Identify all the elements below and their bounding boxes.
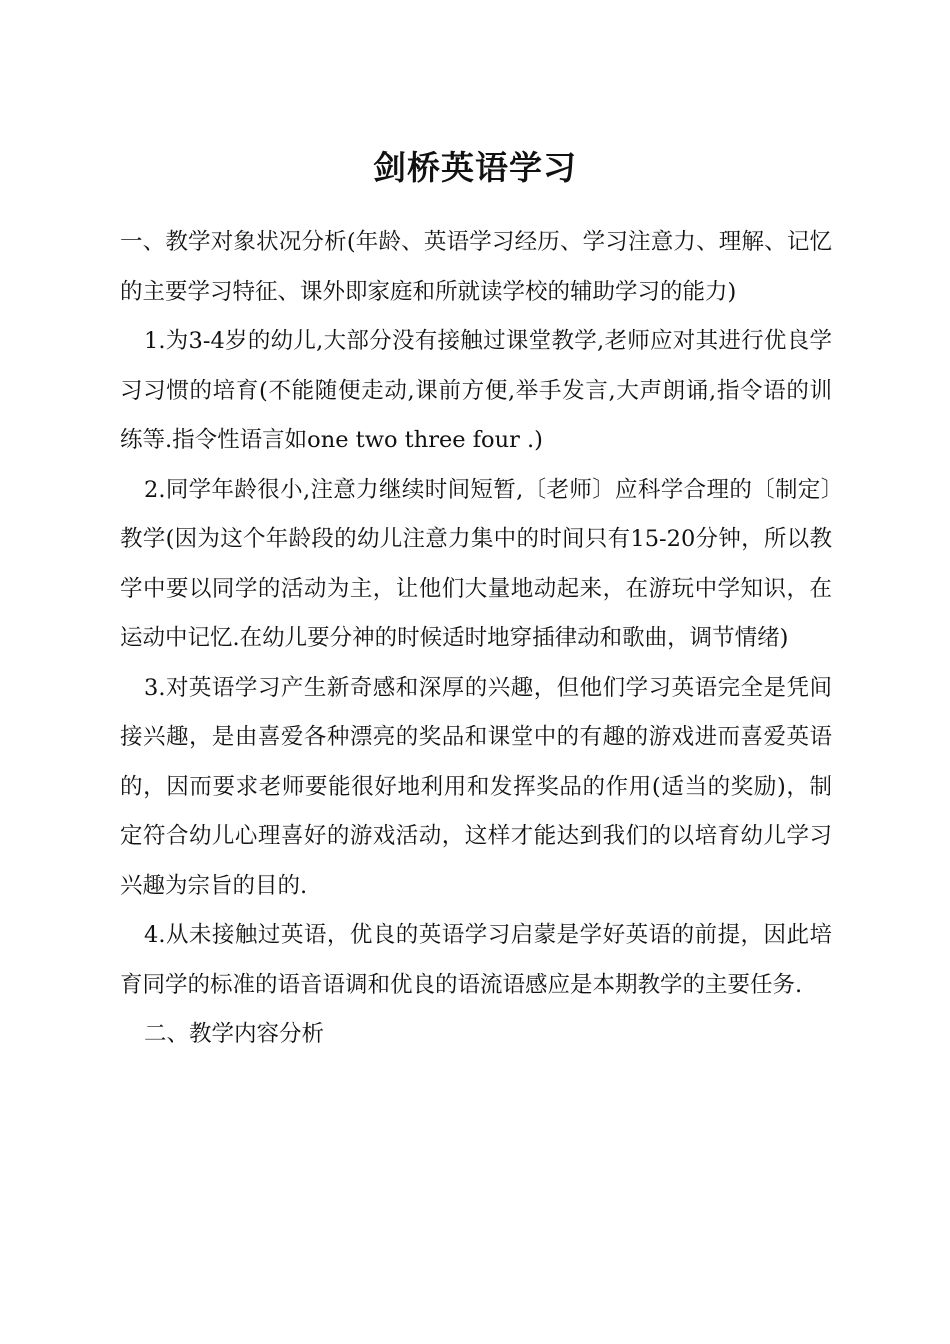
paragraph-point-3: 3.对英语学习产生新奇感和深厚的兴趣，但他们学习英语完全是凭间接兴趣，是由喜爱各种漂亮的奖品和课堂中的有趣的游戏进而喜爱英语的，因而要求老师要能很好地利用和发挥奖品的作用(适当的奖励)，制定符合幼儿心理喜好的游戏活动，这样才能达到我们的以培育幼儿学习兴趣为宗旨的目的. <box>120 674 832 899</box>
section-heading-1: 一、教学对象状况分析(年龄、英语学习经历、学习注意力、理解、记忆的主要学习特征、课外即家庭和所就读学校的辅助学习的能力) <box>120 229 832 305</box>
section-heading-2: 二、教学内容分析 <box>144 1021 325 1047</box>
document-body <box>120 218 832 1060</box>
paragraph-point-2: 2.同学年龄很小,注意力继续时间短暂,〔老师〕应科学合理的〔制定〕教学(因为这个年龄段的幼儿注意力集中的时间只有15-20分钟，所以教学中要以同学的活动为主，让他们大量地动起来，在游玩中学知识，在运动中记忆.在幼儿要分神的时候适时地穿插律动和歌曲，调节情绪) <box>120 476 832 651</box>
document-title: 剑桥英语学习 <box>373 148 577 187</box>
paragraph-point-4: 4.从未接触过英语，优良的英语学习启蒙是学好英语的前提，因此培育同学的标准的语音语调和优良的语流语感应是本期教学的主要任务. <box>120 922 832 998</box>
paragraph-point-1: 1.为3-4岁的幼儿,大部分没有接触过课堂教学,老师应对其进行优良学习习惯的培育(不能随便走动,课前方便,举手发言,大声朗诵,指令语的训练等.指令性语言如one two three four .) <box>120 328 832 453</box>
